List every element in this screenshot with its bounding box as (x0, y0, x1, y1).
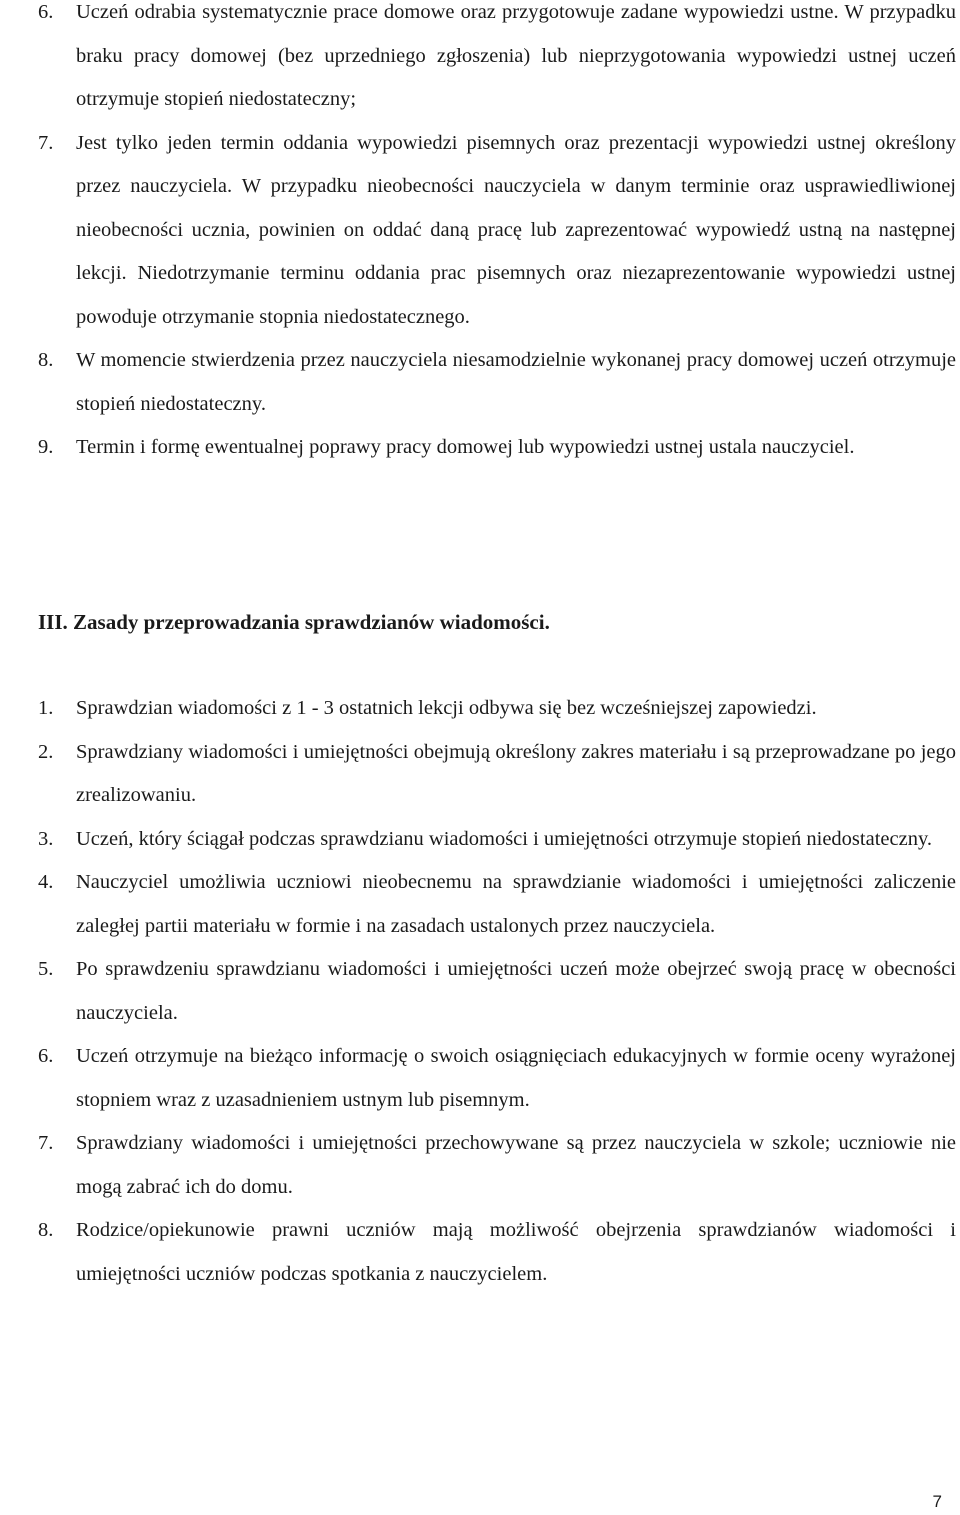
list-item (0, 339, 960, 426)
list-item-text: Uczeń odrabia systematycznie prace domowe oraz przygotowuje zadane wypowiedzi ustne. W przypadku braku pracy domowej (bez uprzedniego zgłoszenia) lub nieprzygotowania wypowiedzi ustnej uczeń otrzymuje stopień niedostateczny; (76, 1, 956, 110)
list-item-number: 7. (38, 1132, 54, 1154)
list-item-text: Nauczyciel umożliwia uczniowi nieobecnemu na sprawdzianie wiadomości i umiejętności zaliczenie zaległej partii materiału w formie i na zasadach ustalonych przez nauczyciela. (76, 871, 956, 937)
list-item-text: Jest tylko jeden termin oddania wypowiedzi pisemnych oraz prezentacji wypowiedzi ustnej określony przez nauczyciela. W przypadku nieobecności nauczyciela w danym terminie oraz usprawiedliwionej nieobecności ucznia, powinien on oddać daną pracę lub zaprezentować wypowiedź ustną na następnej lekcji. Niedotrzymanie terminu oddania prac pisemnych oraz niezaprezentowanie wypowiedzi ustnej powoduje otrzymanie stopnia niedostatecznego. (76, 131, 956, 328)
list-item (0, 426, 960, 470)
list-item (0, 1209, 960, 1296)
list-item-text: Sprawdziany wiadomości i umiejętności obejmują określony zakres materiału i są przeprowadzane po jego zrealizowaniu. (76, 740, 956, 806)
list-item-number: 6. (38, 1, 54, 23)
list-item (0, 861, 960, 948)
list-item-number: 4. (38, 871, 54, 893)
list-item (0, 1122, 960, 1209)
list-item-number: 2. (38, 740, 54, 763)
list-item-text: Po sprawdzeniu sprawdzianu wiadomości i umiejętności uczeń może obejrzeć swoją pracę w obecności nauczyciela. (76, 958, 956, 1024)
list-item-number: 1. (38, 697, 54, 719)
list-item (0, 1035, 960, 1122)
section-heading: III. Zasady przeprowadzania sprawdzianów wiadomości. (38, 610, 550, 634)
rules-list-continued (0, 0, 960, 470)
list-item-text: Uczeń otrzymuje na bieżąco informację o swoich osiągnięciach edukacyjnych w formie oceny wyrażonej stopniem wraz z uzasadnieniem ustnym lub pisemnym. (76, 1045, 956, 1111)
list-item-number: 6. (38, 1045, 54, 1067)
list-item-text: Rodzice/opiekunowie prawni uczniów mają możliwość obejrzenia sprawdzianów wiadomości i umiejętności uczniów podczas spotkania z nauczycielem. (76, 1219, 956, 1285)
list-item-text: Sprawdzian wiadomości z 1 - 3 ostatnich lekcji odbywa się bez wcześniejszej zapowiedzi. (76, 697, 817, 719)
list-item-text: Termin i formę ewentualnej poprawy pracy domowej lub wypowiedzi ustnej ustala nauczyciel. (76, 436, 855, 458)
list-item-number: 7. (38, 131, 54, 154)
list-item (0, 731, 960, 818)
page-number: 7 (932, 1492, 942, 1511)
list-item-text: Sprawdziany wiadomości i umiejętności przechowywane są przez nauczyciela w szkole; uczniowie nie mogą zabrać ich do domu. (76, 1132, 956, 1198)
list-item-number: 8. (38, 1219, 54, 1241)
list-item (0, 0, 960, 122)
list-item (0, 818, 960, 862)
list-item-number: 8. (38, 349, 54, 371)
test-rules-list (0, 687, 960, 1296)
list-item (0, 948, 960, 1035)
list-item-number: 3. (38, 827, 54, 850)
list-item (0, 122, 960, 340)
list-item-text: Uczeń, który ściągał podczas sprawdzianu wiadomości i umiejętności otrzymuje stopień niedostateczny. (76, 827, 932, 850)
list-item-number: 9. (38, 436, 54, 458)
list-item-number: 5. (38, 958, 54, 980)
list-item (0, 687, 960, 731)
list-item-text: W momencie stwierdzenia przez nauczyciela niesamodzielnie wykonanej pracy domowej uczeń otrzymuje stopień niedostateczny. (76, 349, 956, 415)
